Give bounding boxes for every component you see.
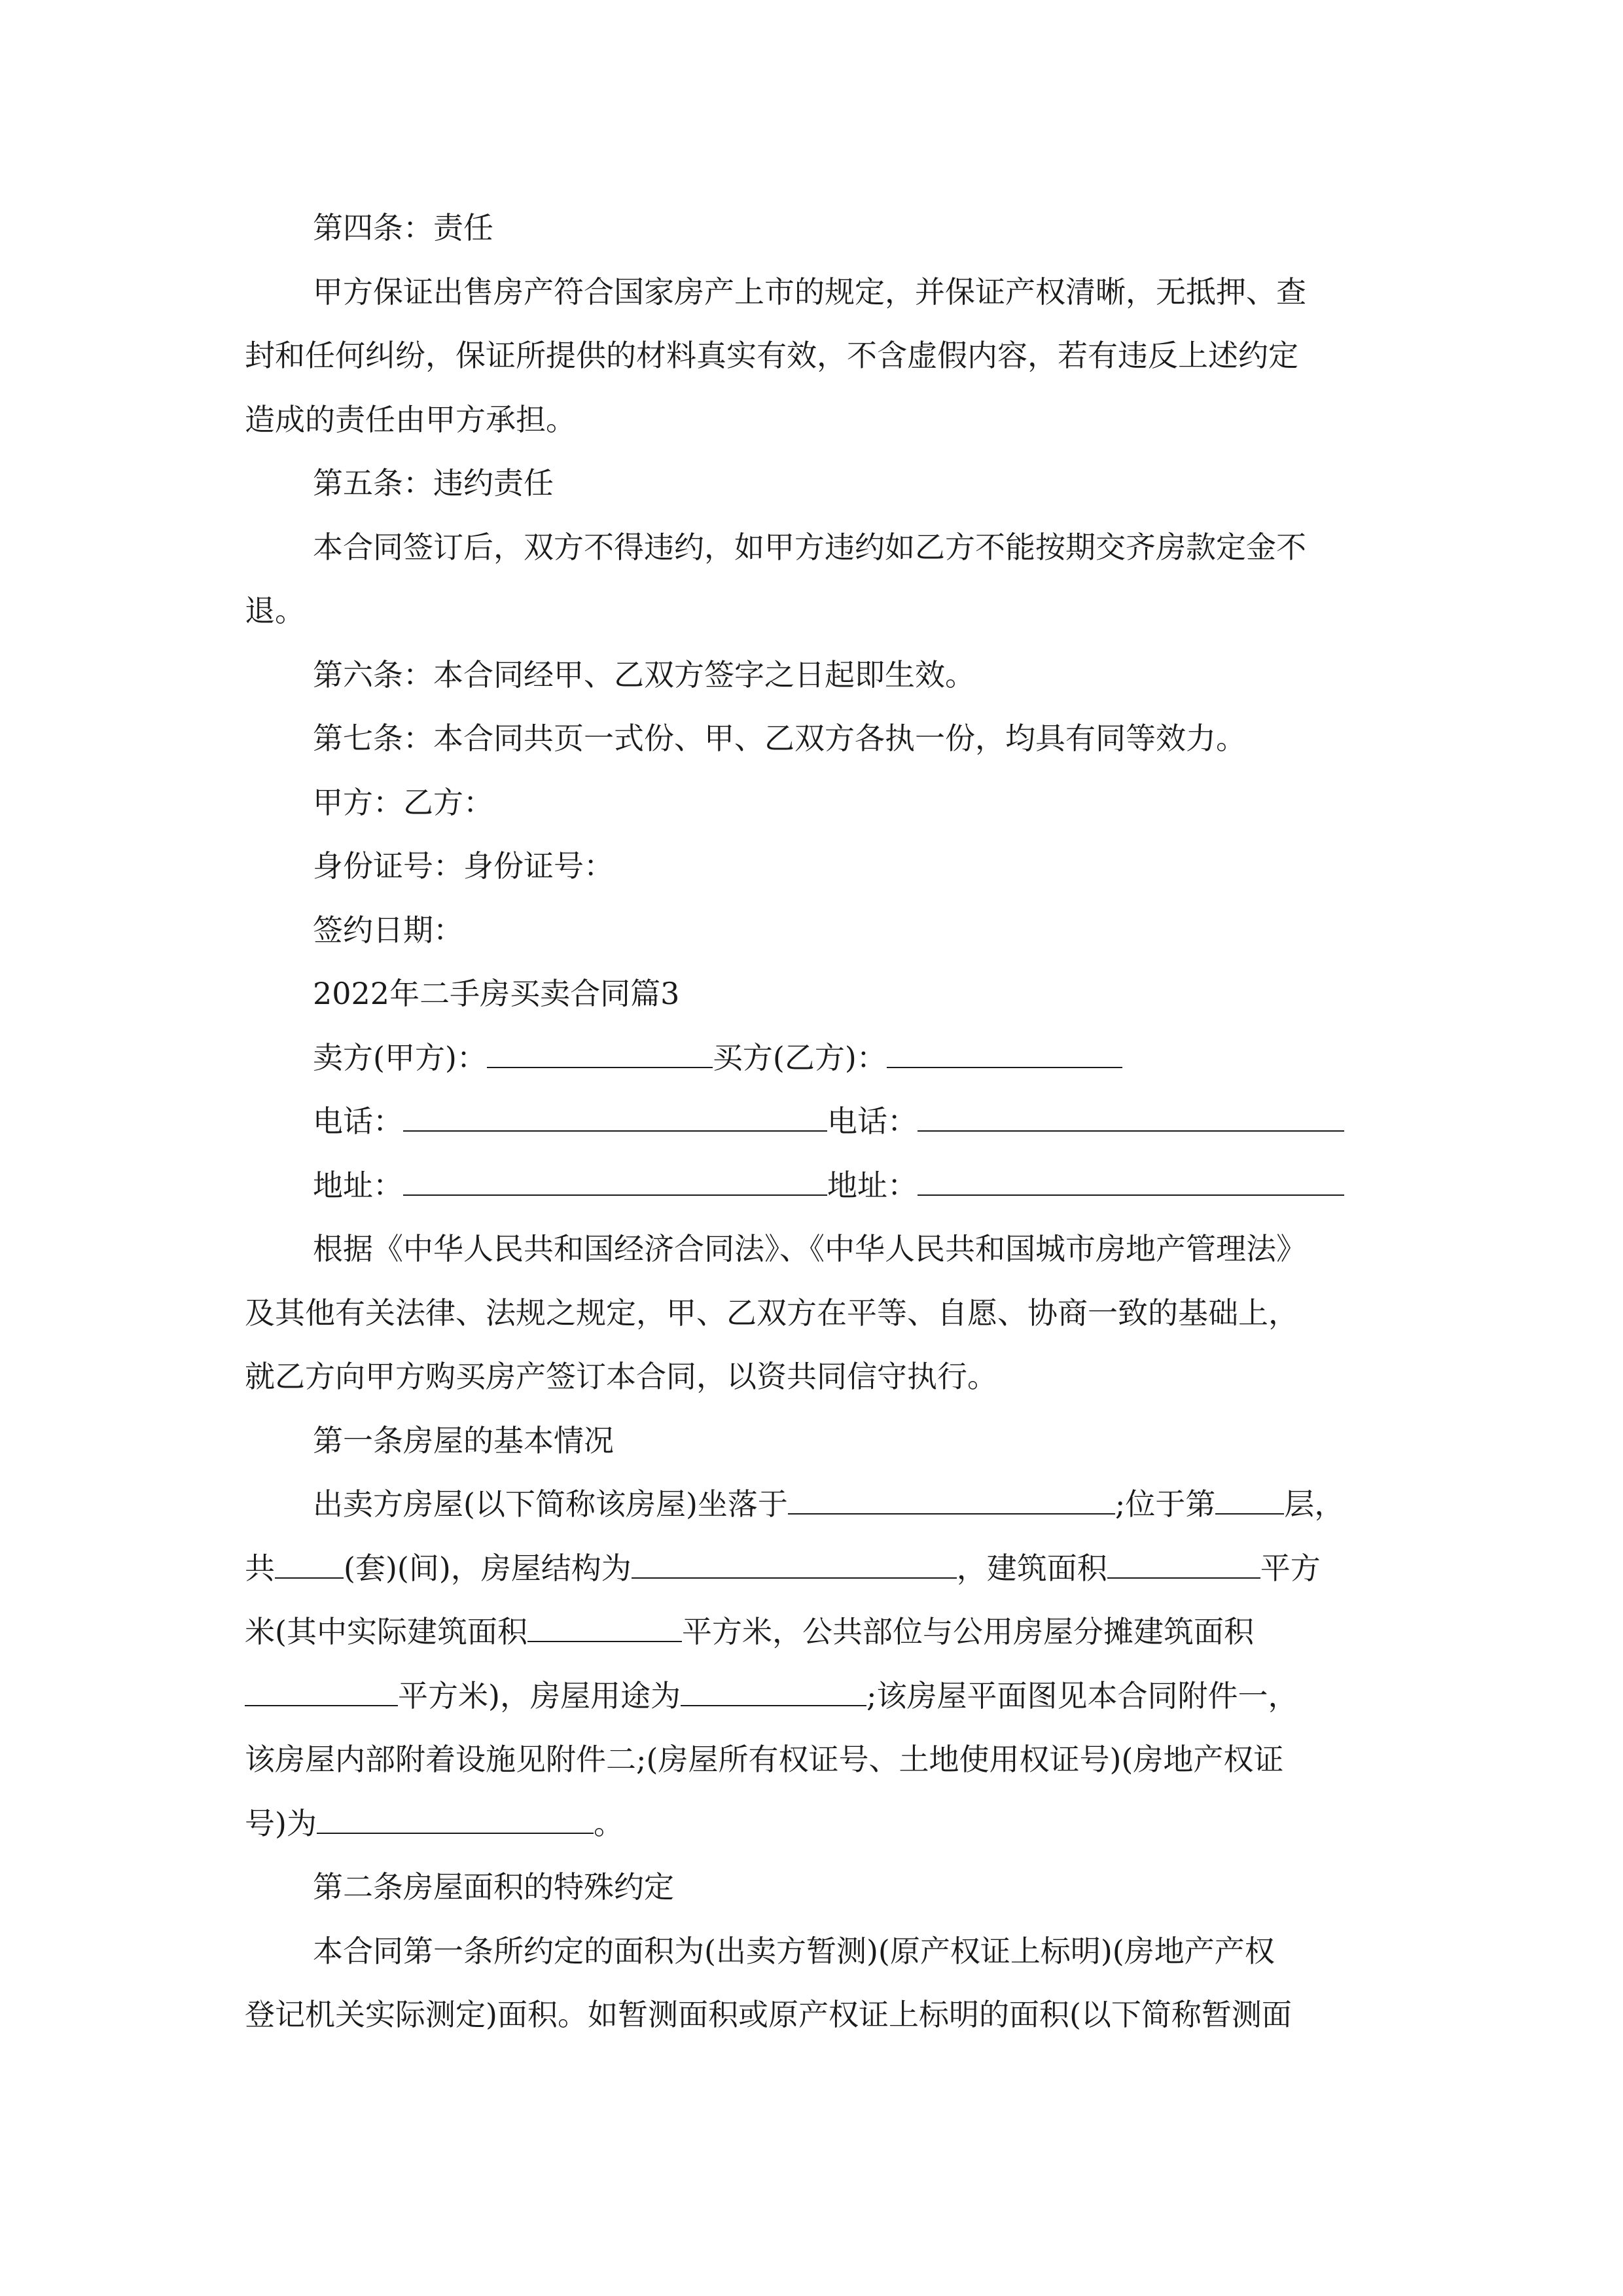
- seller-phone-blank: [403, 1104, 827, 1132]
- article-4-paragraph: 封和任何纠纷，保证所提供的材料真实有效，不含虚假内容，若有违反上述约定: [245, 338, 1298, 373]
- phone-line: [245, 1090, 1378, 1154]
- article-1-line: 出卖方房屋(以下简称该房屋)坐落于 ;位于第 层，: [313, 1486, 1345, 1522]
- address-line: [245, 1154, 1378, 1218]
- article-5-paragraph: 退。: [245, 593, 305, 628]
- article-6: 第六条：本合同经甲、乙双方签字之日起即生效。: [313, 656, 975, 692]
- article-1-title: 第一条房屋的基本情况: [313, 1422, 614, 1458]
- address-label: 地址：: [827, 1167, 918, 1203]
- certificate-number-blank: [317, 1806, 594, 1834]
- contract-3-title: 2022年二手房买卖合同篇3: [313, 976, 680, 1011]
- article-1-line: 共 (套)(间)，房屋结构为 ，建筑面积 平方: [245, 1550, 1321, 1586]
- parties-line: 甲方：乙方：: [313, 784, 493, 820]
- article-2-paragraph: 本合同第一条所约定的面积为(出卖方暂测)(原产权证上标明)(房地产产权: [313, 1933, 1275, 1969]
- phone-label: 电话：: [313, 1103, 403, 1139]
- article-1-line: 米(其中实际建筑面积 平方米，公共部位与公用房屋分摊建筑面积: [245, 1614, 1254, 1649]
- buyer-phone-blank: [918, 1104, 1344, 1132]
- article-2-title: 第二条房屋面积的特殊约定: [313, 1869, 674, 1905]
- document-page: [245, 196, 1378, 2047]
- article-1-line: 该房屋内部附着设施见附件二;(房屋所有权证号、土地使用权证号)(房地产权证: [245, 1742, 1284, 1777]
- phone-label: 电话：: [827, 1103, 918, 1139]
- seller-label: 卖方(甲方)：: [313, 1039, 487, 1075]
- actual-area-blank: [527, 1615, 682, 1642]
- seller-blank: [487, 1041, 713, 1068]
- units-blank: [275, 1551, 344, 1579]
- article-1-line: 平方米)，房屋用途为 ;该房屋平面图见本合同附件一，: [245, 1664, 1378, 1729]
- floor-area-blank: [1107, 1551, 1260, 1579]
- address-label: 地址：: [313, 1167, 403, 1203]
- location-blank: [788, 1487, 1115, 1515]
- article-4-title: 第四条：责任: [313, 210, 493, 245]
- buyer-address-blank: [918, 1168, 1344, 1196]
- article-2-paragraph: 登记机关实际测定)面积。如暂测面积或原产权证上标明的面积(以下简称暂测面: [245, 1997, 1292, 2032]
- buyer-blank: [887, 1041, 1122, 1068]
- article-5-title: 第五条：违约责任: [313, 465, 554, 501]
- article-5-paragraph: 本合同签订后，双方不得违约，如甲方违约如乙方不能按期交齐房款定金不: [313, 529, 1306, 565]
- floor-blank: [1215, 1487, 1284, 1515]
- id-number-line: 身份证号：身份证号：: [313, 848, 614, 884]
- shared-area-blank: [245, 1679, 398, 1706]
- sign-date-line: 签约日期：: [313, 912, 463, 948]
- article-4-paragraph: 造成的责任由甲方承担。: [245, 401, 576, 437]
- preamble-paragraph: 根据《中华人民共和国经济合同法》、《中华人民共和国城市房地产管理法》: [313, 1231, 1306, 1266]
- usage-blank: [681, 1679, 866, 1706]
- article-1-line: 号)为 。: [245, 1805, 624, 1841]
- structure-blank: [632, 1551, 957, 1579]
- preamble-paragraph: 及其他有关法律、法规之规定，甲、乙双方在平等、自愿、协商一致的基础上，: [245, 1295, 1298, 1331]
- article-7: 第七条：本合同共页一式份、甲、乙双方各执一份，均具有同等效力。: [313, 721, 1246, 756]
- article-4-paragraph: 甲方保证出售房产符合国家房产上市的规定，并保证产权清晰，无抵押、查: [313, 274, 1306, 310]
- seller-address-blank: [403, 1168, 827, 1196]
- buyer-label: 买方(乙方)：: [712, 1039, 887, 1075]
- preamble-paragraph: 就乙方向甲方购买房产签订本合同，以资共同信守执行。: [245, 1359, 997, 1394]
- seller-buyer-line: [245, 1026, 1378, 1090]
